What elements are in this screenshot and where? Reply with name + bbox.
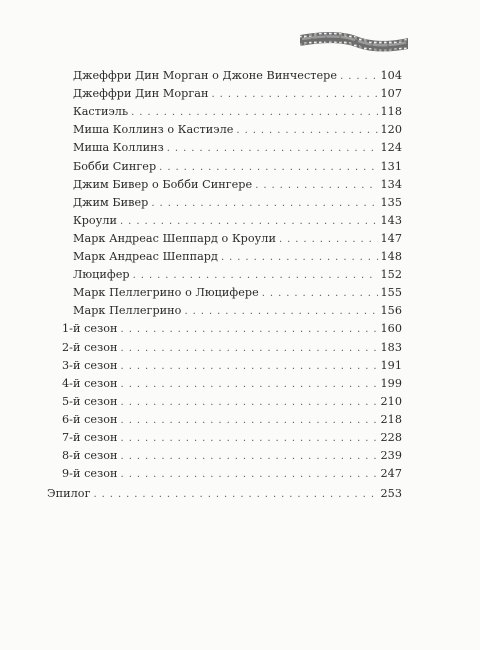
toc-entry-title: Марк Пеллегрино — [73, 304, 182, 318]
dot-leader — [133, 268, 379, 283]
toc-entry-title: 5-й сезон — [62, 394, 118, 408]
toc-entry-page-number: 199 — [380, 376, 402, 390]
dot-leader — [121, 449, 379, 464]
toc-entry-page-number: 148 — [380, 250, 402, 263]
dot-leader — [121, 431, 379, 446]
toc-entry-title: Миша Коллинз о Кастиэле — [73, 123, 234, 137]
toc-entry-title: Кастиэль — [73, 105, 129, 119]
toc-entry[interactable] — [73, 249, 402, 265]
toc-entry-page-number: 131 — [380, 159, 402, 173]
dot-leader — [221, 250, 379, 265]
dot-leader — [236, 123, 378, 138]
dot-leader — [340, 69, 378, 84]
toc-entry-page-number: 239 — [380, 449, 402, 463]
dot-leader — [262, 286, 379, 301]
dot-leader — [121, 467, 379, 482]
toc-entry-title: 4-й сезон — [62, 376, 118, 390]
toc-entry-title: Марк Андреас Шеппард о Кроули — [73, 231, 276, 245]
toc-entry[interactable] — [73, 140, 402, 156]
dot-leader — [184, 304, 378, 319]
toc-entry[interactable] — [47, 486, 402, 502]
toc-entry-page-number: 228 — [380, 431, 402, 444]
dot-leader — [93, 487, 378, 502]
toc-entry-page-number: 143 — [380, 213, 402, 227]
toc-entry-page-number: 247 — [380, 467, 402, 481]
dot-leader — [121, 322, 379, 337]
toc-entry[interactable] — [73, 195, 402, 211]
toc-entry[interactable] — [62, 412, 402, 428]
toc-entry-title: Эпилог — [47, 487, 91, 501]
dot-leader — [121, 413, 379, 428]
toc-entry[interactable] — [73, 86, 402, 102]
toc-entry-page-number: 147 — [380, 231, 402, 245]
toc-entry[interactable] — [62, 394, 402, 410]
toc-entry-page-number: 107 — [380, 87, 402, 101]
toc-entry-title: Джим Бивер — [73, 195, 149, 209]
toc-entry-page-number: 191 — [380, 358, 402, 372]
toc-entry[interactable] — [73, 104, 402, 120]
toc-entry-page-number: 152 — [380, 268, 402, 282]
toc-entry[interactable] — [62, 358, 402, 374]
dot-leader — [167, 141, 379, 156]
dot-leader — [121, 395, 379, 410]
toc-entry-title: Бобби Сингер — [73, 159, 157, 173]
toc-entry[interactable] — [73, 267, 402, 283]
toc-entry[interactable] — [62, 466, 402, 482]
dot-leader — [159, 160, 378, 175]
toc-entry[interactable] — [62, 430, 402, 446]
dot-leader — [151, 196, 378, 211]
toc-entry[interactable] — [73, 122, 402, 138]
toc-entry-page-number: 183 — [380, 340, 402, 354]
dot-leader — [255, 178, 378, 193]
toc-entry-title: Миша Коллинз — [73, 141, 164, 155]
toc-entry-page-number: 120 — [380, 123, 402, 137]
dot-leader — [121, 377, 379, 392]
toc-entry-title: 9-й сезон — [62, 467, 118, 481]
toc-entry[interactable] — [62, 340, 402, 356]
dot-leader — [120, 214, 378, 229]
toc-entry-page-number: 135 — [380, 195, 402, 209]
toc-entry[interactable] — [73, 213, 402, 229]
toc-entry-title: 3-й сезон — [62, 358, 118, 372]
dot-leader — [121, 359, 379, 374]
toc-entry-title: 1-й сезон — [62, 322, 118, 336]
dot-leader — [212, 87, 379, 102]
toc-entry[interactable] — [73, 285, 402, 301]
toc-entry-title: 8-й сезон — [62, 449, 118, 463]
dot-leader — [131, 105, 378, 120]
toc-entry-page-number: 210 — [380, 394, 402, 408]
toc-entry-page-number: 253 — [380, 487, 402, 501]
toc-entry-title: Марк Пеллегрино о Люцифере — [73, 286, 259, 300]
toc-entry-page-number: 160 — [380, 322, 402, 336]
toc-entry-page-number: 218 — [380, 412, 402, 426]
toc-entry-page-number: 155 — [380, 286, 402, 300]
toc-entry-title: Кроули — [73, 213, 118, 227]
toc-entry-title: 7-й сезон — [62, 431, 118, 444]
toc-entry-title: 2-й сезон — [62, 340, 118, 354]
dot-leader — [279, 232, 379, 247]
toc-entry-title: Люцифер — [73, 268, 130, 282]
toc-entry-title: Джим Бивер о Бобби Сингере — [73, 177, 253, 191]
toc-entry[interactable] — [73, 231, 402, 247]
toc-entry[interactable] — [62, 376, 402, 392]
toc-entry-page-number: 156 — [380, 304, 402, 318]
toc-entry[interactable] — [62, 321, 402, 337]
toc-entry-title: Джеффри Дин Морган о Джоне Винчестере — [73, 69, 338, 82]
toc-entry[interactable] — [62, 448, 402, 464]
toc-entry-page-number: 124 — [380, 141, 402, 155]
toc-entry[interactable] — [73, 177, 402, 193]
filmstrip-ornament-icon — [298, 26, 410, 54]
dot-leader — [121, 341, 379, 356]
toc-entry-title: 6-й сезон — [62, 412, 118, 426]
toc-entry[interactable] — [73, 68, 402, 84]
toc-entry[interactable] — [73, 159, 402, 175]
toc-entry-title: Джеффри Дин Морган — [73, 87, 209, 101]
toc-entry-page-number: 104 — [380, 69, 402, 82]
toc-entry-page-number: 134 — [380, 177, 402, 191]
toc-entry[interactable] — [73, 303, 402, 319]
toc-entry-page-number: 118 — [380, 105, 402, 119]
toc-entry-title: Марк Андреас Шеппард — [73, 250, 218, 263]
